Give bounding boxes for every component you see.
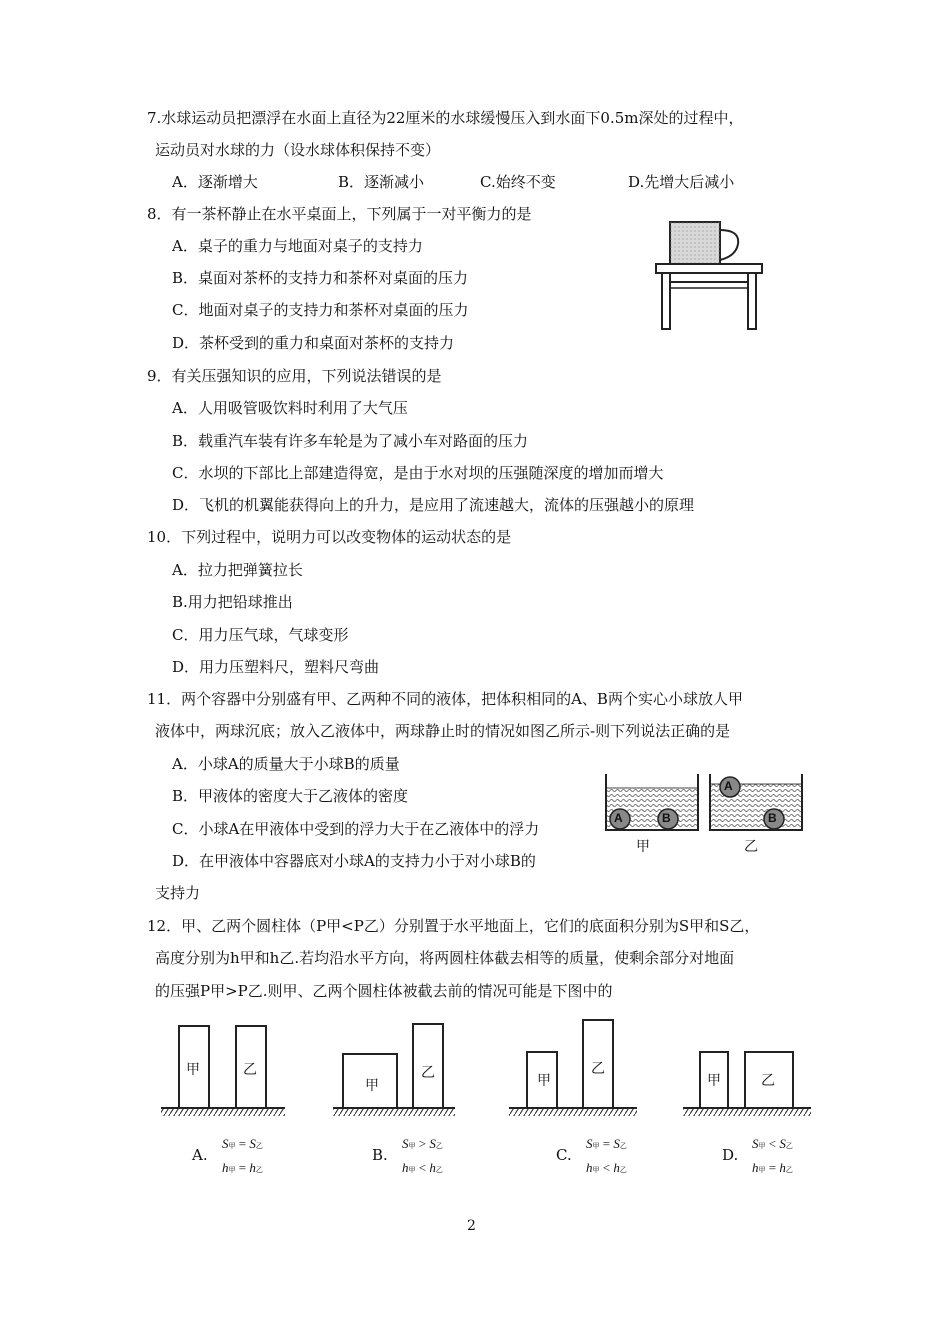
ball-b-label-yi: B [768, 811, 777, 825]
q11-option-b: B．甲液体的密度大于乙液体的密度 [172, 787, 409, 805]
q12-choice-height-relation: h甲 = h乙 [222, 1160, 263, 1175]
q7-stem-line2: 运动员对水球的力（设水球体积保持不变） [155, 141, 441, 159]
q12-choice-letter: B. [372, 1146, 388, 1164]
q11-option-c: C．小球A在甲液体中受到的浮力大于在乙液体中的浮力 [172, 820, 540, 838]
q11-stem-line2: 液体中，两球沉底；放入乙液体中，两球静止时的情况如图乙所示-则下列说法正确的是 [155, 722, 731, 740]
container-yi-label: 乙 [744, 839, 758, 855]
q12-choice-height-relation: h甲 = h乙 [752, 1160, 793, 1175]
container-jia-label: 甲 [636, 839, 650, 855]
q10-option-b: B.用力把铅球推出 [172, 593, 293, 611]
fig-b-jia-label: 甲 [365, 1078, 379, 1094]
q12-stem-line3: 的压强P甲>P乙.则甲、乙两个圆柱体被截去前的情况可能是下图中的 [155, 982, 613, 1000]
fig-a-jia-label: 甲 [186, 1062, 200, 1078]
q11-option-d: D．在甲液体中容器底对小球A的支持力小于对小球B的 [172, 852, 536, 870]
fig-d-jia-label: 甲 [707, 1073, 721, 1089]
q10-stem: 10．下列过程中，说明力可以改变物体的运动状态的是 [147, 528, 512, 546]
q8-option-d: D．茶杯受到的重力和桌面对茶杯的支持力 [172, 334, 455, 352]
q10-option-a: A．拉力把弹簧拉长 [172, 561, 303, 579]
q12-choice-height-relation: h甲 < h乙 [402, 1160, 443, 1175]
q11-option-d-cont: 支持力 [155, 884, 201, 902]
fig-a-yi-label: 乙 [243, 1062, 257, 1078]
q7-option-d: D.先增大后减小 [628, 173, 735, 191]
q9-option-b: B．载重汽车装有许多车轮是为了减小车对路面的压力 [172, 432, 529, 450]
q12-choice-height-relation: h甲 < h乙 [586, 1160, 627, 1175]
q12-choice-area-relation: S甲 > S乙 [402, 1136, 443, 1151]
q11-stem-line1: 11．两个容器中分别盛有甲、乙两种不同的液体，把体积相同的A、B两个实心小球放人甲 [147, 690, 743, 708]
figure-b [333, 1024, 455, 1116]
q12-choice-area-relation: S甲 < S乙 [752, 1136, 793, 1151]
q8-stem: 8．有一茶杯静止在水平桌面上，下列属于一对平衡力的是 [147, 205, 532, 223]
q12-choice-area-relation: S甲 = S乙 [586, 1136, 627, 1151]
q8-option-c: C．地面对桌子的支持力和茶杯对桌面的压力 [172, 301, 469, 319]
q8-option-b: B．桌面对茶杯的支持力和茶杯对桌面的压力 [172, 269, 469, 287]
figure-a [161, 1026, 285, 1116]
fig-d-yi-label: 乙 [761, 1073, 775, 1089]
q9-option-c: C．水坝的下部比上部建造得宽，是由于水对坝的压强随深度的增加而增大 [172, 464, 664, 482]
q10-option-c: C．用力压气球，气球变形 [172, 626, 349, 644]
q7-option-b: B．逐渐减小 [338, 173, 425, 191]
fig-c-yi-label: 乙 [591, 1061, 605, 1077]
figure-c [509, 1020, 637, 1116]
ball-b-label-jia: B [662, 811, 671, 825]
ball-a-label-yi: A [724, 779, 733, 793]
q7-option-a: A．逐渐增大 [172, 173, 258, 191]
q7-option-c: C.始终不变 [480, 173, 556, 191]
page-number: 2 [467, 1218, 476, 1234]
q7-stem-line1: 7.水球运动员把漂浮在水面上直径为22厘米的水球缓慢压入到水面下0.5m深处的过程中， [147, 109, 744, 127]
q10-option-d: D．用力压塑料尺，塑料尺弯曲 [172, 658, 380, 676]
fig-b-yi-label: 乙 [421, 1065, 435, 1081]
q12-choice-letter: A. [192, 1146, 208, 1164]
ball-a-label-jia: A [614, 811, 623, 825]
q12-choice-letter: C. [556, 1146, 572, 1164]
q12-stem-line2: 高度分别为h甲和h乙.若均沿水平方向，将两圆柱体截去相等的质量，使剩余部分对地面 [155, 949, 735, 967]
cup-on-table-figure [650, 214, 770, 332]
q12-stem-line1: 12．甲、乙两个圆柱体（P甲<P乙）分别置于水平地面上，它们的底面积分别为S甲和S乙， [147, 917, 760, 935]
q11-option-a: A．小球A的质量大于小球B的质量 [172, 755, 400, 773]
q12-choice-area-relation: S甲 = S乙 [222, 1136, 263, 1151]
q8-option-a: A．桌子的重力与地面对桌子的支持力 [172, 237, 423, 255]
q9-stem: 9．有关压强知识的应用，下列说法错误的是 [147, 367, 442, 385]
q9-option-a: A．人用吸管吸饮料时利用了大气压 [172, 399, 408, 417]
q9-option-d: D．飞机的机翼能获得向上的升力，是应用了流速越大，流体的压强越小的原理 [172, 496, 695, 514]
fig-c-jia-label: 甲 [537, 1073, 551, 1089]
q12-choice-letter: D. [722, 1146, 739, 1164]
figure-d [683, 1052, 811, 1116]
